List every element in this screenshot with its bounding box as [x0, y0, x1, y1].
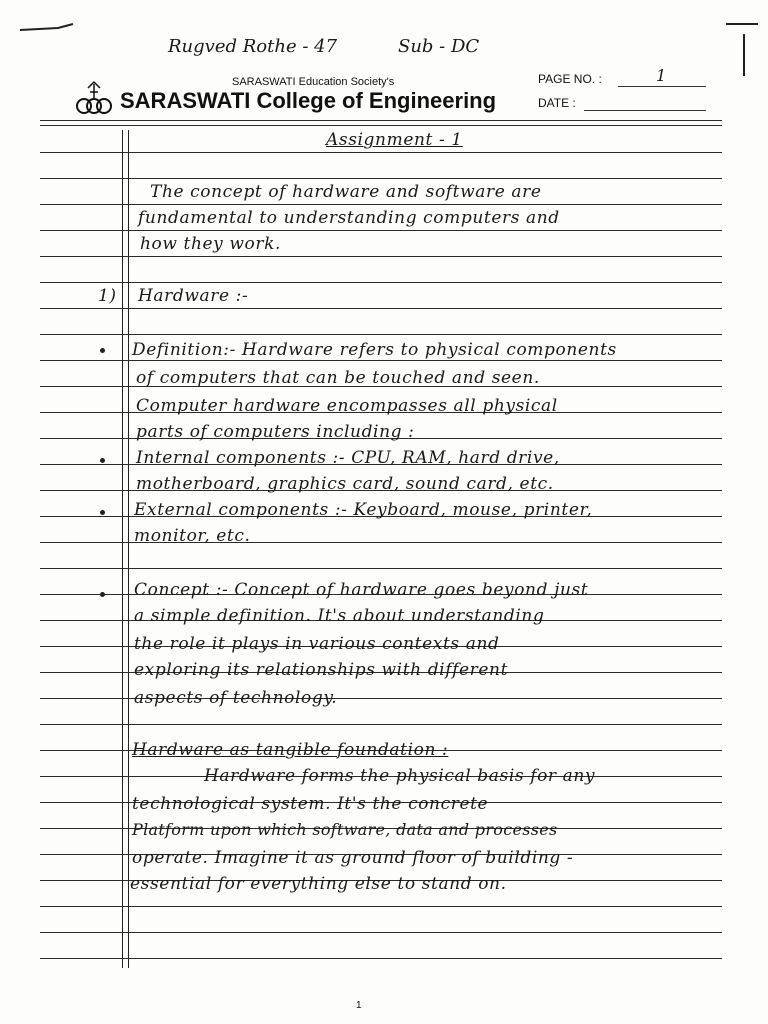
student-name: Rugved Rothe - 47 — [168, 36, 338, 57]
corner-mark-left — [18, 18, 78, 34]
concept-line: exploring its relationships with different — [134, 660, 509, 680]
bullet-marker — [100, 510, 105, 515]
date-line — [584, 110, 706, 111]
college-name: SARASWATI College of Engineering — [120, 88, 497, 113]
ruled-line — [40, 256, 722, 257]
definition-line: Internal components :- CPU, RAM, hard drive, — [136, 448, 560, 468]
ruled-line — [40, 178, 722, 179]
ruled-line — [40, 932, 722, 933]
intro-line: fundamental to understanding computers and — [138, 208, 560, 228]
definition-line: parts of computers including : — [136, 422, 415, 442]
header-rule-1 — [40, 120, 722, 121]
section-number: 1) — [98, 286, 117, 306]
society-name: SARASWATI Education Society's — [232, 76, 395, 88]
bullet-marker — [100, 592, 105, 597]
ruled-line — [40, 230, 722, 231]
ruled-line — [40, 282, 722, 283]
bullet-marker — [100, 458, 105, 463]
ruled-line — [40, 360, 722, 361]
page-no-value: 1 — [656, 66, 667, 85]
date-label: DATE : — [538, 96, 576, 110]
definition-line: monitor, etc. — [134, 526, 251, 546]
intro-line: The concept of hardware and software are — [150, 182, 542, 202]
definition-line: Computer hardware encompasses all physical — [136, 396, 558, 416]
ruled-line — [40, 724, 722, 725]
concept-line: Concept :- Concept of hardware goes beyond just — [134, 580, 589, 600]
section-heading: Hardware :- — [138, 286, 249, 306]
ruled-line — [40, 204, 722, 205]
corner-mark-right — [722, 20, 762, 80]
ruled-line — [40, 152, 722, 153]
definition-line: External components :- Keyboard, mouse, printer, — [134, 500, 593, 520]
page-no-line — [618, 86, 706, 87]
concept-line: aspects of technology. — [134, 688, 338, 708]
ruled-line — [40, 958, 722, 959]
footer-page-number: 1 — [356, 1000, 362, 1011]
bullet-marker — [100, 348, 105, 353]
header-rule-2 — [40, 125, 722, 126]
ruled-line — [40, 568, 722, 569]
foundation-line: Platform upon which software, data and processes — [132, 820, 558, 839]
definition-line: of computers that can be touched and seen. — [136, 368, 540, 388]
foundation-line: technological system. It's the concrete — [132, 794, 489, 814]
concept-line: the role it plays in various contexts and — [134, 634, 500, 654]
ruled-line — [40, 334, 722, 335]
ruled-line — [40, 906, 722, 907]
intro-line: how they work. — [140, 234, 282, 254]
concept-line: a simple definition. It's about understanding — [134, 606, 545, 626]
foundation-line: operate. Imagine it as ground floor of building - — [132, 848, 574, 868]
definition-line: motherboard, graphics card, sound card, etc. — [136, 474, 554, 494]
foundation-line: essential for everything else to stand on. — [130, 874, 507, 894]
foundation-line: Hardware forms the physical basis for any — [204, 766, 596, 786]
assignment-title: Assignment - 1 — [326, 130, 463, 150]
subject-label: Sub - DC — [398, 36, 480, 57]
foundation-heading: Hardware as tangible foundation : — [132, 740, 449, 760]
page-no-label: PAGE NO. : — [538, 72, 602, 86]
ruled-line — [40, 308, 722, 309]
college-logo-icon — [74, 78, 114, 118]
definition-line: Definition:- Hardware refers to physical components — [132, 340, 617, 360]
